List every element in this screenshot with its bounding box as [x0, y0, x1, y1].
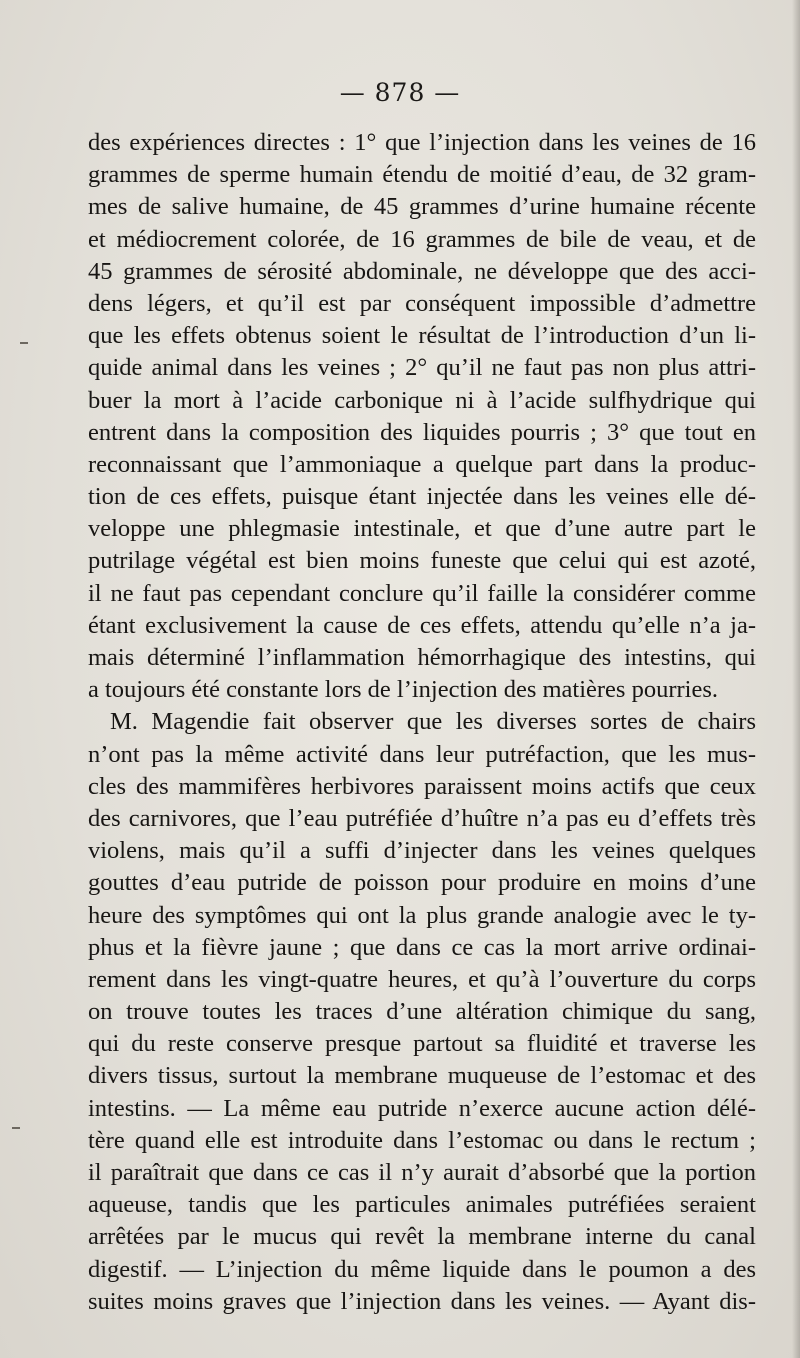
text-line: et médiocrement colorée, de 16 grammes de bile de veau, et de — [88, 225, 756, 253]
text-line: buer la mort à l’acide carbonique ni à l’acide sulfhydrique qui — [88, 386, 756, 414]
text-line: a toujours été constante lors de l’injection des matières pourries. — [88, 676, 719, 704]
body-text — [88, 127, 756, 1318]
text-line: intestins. — La même eau putride n’exerce aucune action délé- — [88, 1094, 756, 1122]
text-line: étant exclusivement la cause de ces effets, attendu qu’elle n’a ja- — [88, 611, 756, 639]
text-line: quide animal dans les veines ; 2° qu’il ne faut pas non plus attri- — [88, 354, 756, 382]
text-line: tion de ces effets, puisque étant injectée dans les veines elle dé- — [88, 483, 756, 511]
text-line: M. Magendie fait observer que les diverses sortes de chairs — [110, 708, 756, 736]
margin-mark — [12, 1127, 20, 1129]
text-line: violens, mais qu’il a suffi d’injecter dans les veines quelques — [88, 837, 756, 865]
text-line: gouttes d’eau putride de poisson pour produire en moins d’une — [88, 869, 756, 897]
text-line: reconnaissant que l’ammoniaque a quelque part dans la produc- — [88, 450, 756, 478]
text-line: cles des mammifères herbivores paraissent moins actifs que ceux — [88, 772, 756, 800]
page-edge-shadow — [792, 0, 800, 1358]
margin-mark — [20, 342, 28, 344]
text-line: qui du reste conserve presque partout sa fluidité et traverse les — [88, 1030, 756, 1058]
text-line: veloppe une phlegmasie intestinale, et que d’une autre part le — [88, 515, 756, 543]
text-line: aqueuse, tandis que les particules animales putréfiées seraient — [88, 1191, 756, 1219]
text-line: il ne faut pas cependant conclure qu’il faille la considérer comme — [88, 579, 756, 607]
text-line: on trouve toutes les traces d’une altération chimique du sang, — [88, 998, 756, 1026]
text-line: arrêtées par le mucus qui revêt la membrane interne du canal — [88, 1223, 756, 1251]
page-number: — 878 — — [339, 78, 461, 107]
text-line: rement dans les vingt-quatre heures, et qu’à l’ouverture du corps — [88, 965, 756, 993]
text-line: suites moins graves que l’injection dans les veines. — Ayant dis- — [88, 1287, 756, 1315]
text-line: divers tissus, surtout la membrane muqueuse de l’estomac et des — [88, 1062, 756, 1090]
text-line: mais déterminé l’inflammation hémorrhagique des intestins, qui — [88, 644, 756, 671]
text-line: heure des symptômes qui ont la plus grande analogie avec le ty- — [88, 901, 756, 929]
text-line: dens légers, et qu’il est par conséquent impossible d’admettre — [88, 289, 756, 317]
text-line: des carnivores, que l’eau putréfiée d’huître n’a pas eu d’effets très — [88, 804, 756, 832]
text-line: mes de salive humaine, de 45 grammes d’urine humaine récente — [88, 193, 756, 221]
text-line: grammes de sperme humain étendu de moitié d’eau, de 32 gram- — [88, 161, 756, 189]
text-line: des expériences directes : 1° que l’injection dans les veines de 16 — [88, 129, 756, 156]
text-line: putrilage végétal est bien moins funeste que celui qui est azoté, — [88, 547, 756, 575]
text-line: 45 grammes de sérosité abdominale, ne développe que des acci- — [88, 257, 756, 285]
text-line: phus et la fièvre jaune ; que dans ce cas la mort arrive ordinai- — [88, 933, 756, 961]
text-line: il paraîtrait que dans ce cas il n’y aurait d’absorbé que la portion — [88, 1159, 756, 1186]
text-line: que les effets obtenus soient le résultat de l’introduction d’un li- — [88, 322, 756, 350]
text-line: n’ont pas la même activité dans leur putréfaction, que les mus- — [88, 740, 756, 768]
text-line: digestif. — L’injection du même liquide dans le poumon a des — [88, 1255, 756, 1283]
text-line: tère quand elle est introduite dans l’estomac ou dans le rectum ; — [88, 1126, 756, 1154]
text-line: entrent dans la composition des liquides pourris ; 3° que tout en — [88, 418, 756, 446]
